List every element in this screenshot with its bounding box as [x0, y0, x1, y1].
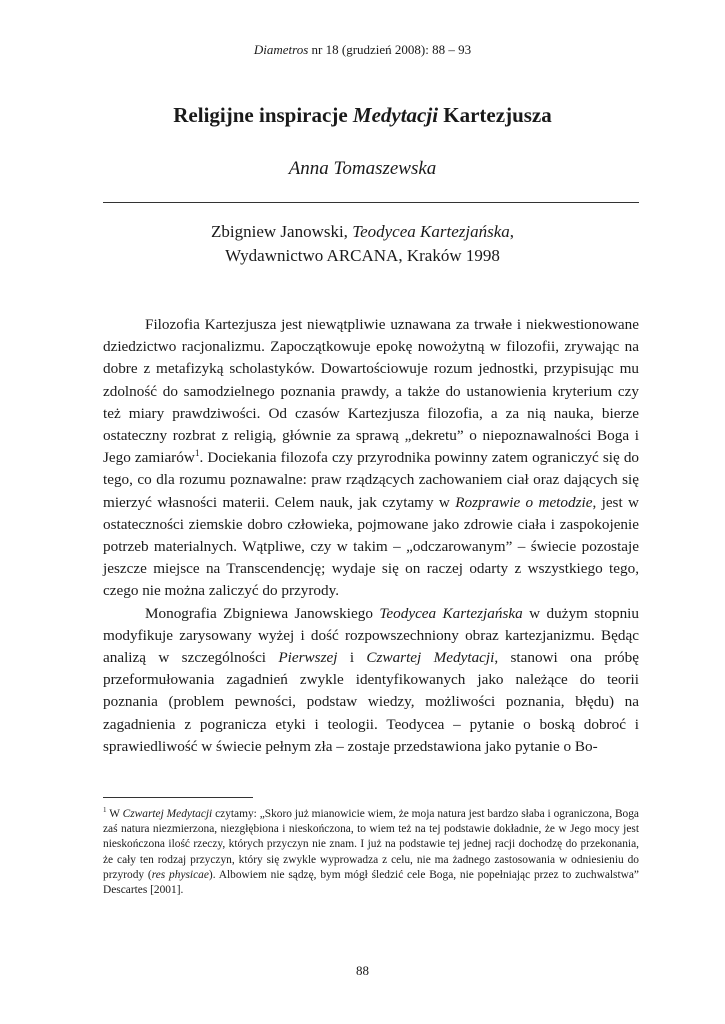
italic-title: Rozprawie o metodzie	[455, 493, 593, 511]
book-author: Zbigniew Janowski,	[211, 222, 353, 241]
italic-title: Teodycea Kartezjańska	[379, 604, 523, 622]
italic-title: Czwartej Medytacji	[366, 649, 495, 667]
book-publisher: Wydawnictwo ARCANA, Kraków 1998	[225, 246, 500, 265]
reviewed-book	[0, 220, 725, 268]
title-part: Religijne inspiracje	[173, 103, 353, 127]
book-title: Teodycea Kartezjańska	[352, 222, 510, 241]
text-run: czytamy: „Skoro już mianowicie wiem, że moja natura jest bardzo słaba i ograniczona, Boga zaś natura niezmierzona, niezgłębiona i nieskończona, to wiem też na tej podstawie dokładnie, że w Jego mocy jest nieskończona ilość rzeczy, których przyczyn nie znam. I już na podstawie tej jednej racji dochodzę do przekonania, że cały ten rodzaj przyczyn, który się zwykle wyprowadza z celu, nie ma żadnego zastosowania w odniesieniu do przyrody (	[103, 808, 639, 881]
italic-title: Pierwszej	[278, 649, 338, 667]
book-punct: ,	[509, 222, 514, 241]
running-head	[0, 42, 725, 58]
text-run: W	[106, 808, 123, 820]
title-part: Kartezjusza	[438, 103, 552, 127]
footnote-1	[103, 807, 639, 898]
article-author: Anna Tomaszewska	[288, 158, 437, 179]
article-title	[0, 103, 725, 128]
text-run: Monografia Zbigniewa Janowskiego	[145, 604, 380, 622]
body-text	[103, 314, 639, 758]
text-run: ). Albowiem nie sądzę, bym mógł śledzić cele Boga, nie popełniając przez to zuchwalstwa” Descartes [2001].	[103, 868, 639, 897]
paragraph-2	[103, 603, 639, 758]
text-run: . Dociekania filozofa czy przyrodnika powinny zatem ograniczyć się do tego, co dla rozumu poznawalne: praw rządzących zachowaniem ciał oraz dających się mierzyć własności materii. Celem nauk, jak czytamy w	[103, 449, 640, 511]
title-italic: Medytacji	[352, 103, 439, 127]
text-run: , jest w ostateczności ziemskie dobro człowieka, pojmowane jako zdrowie ciała i zaspokojenie potrzeb materialnych. Wątpliwe, czy w takim – „odczarowanym” – świecie pozostaje jeszcze miejsce na Transcendencję; wydaje się on raczej odarty z wszystkiego tego, czego nie można zaliczyć do przyrody.	[103, 493, 639, 600]
journal-name: Diametros	[253, 42, 309, 57]
footnote-reference: 1	[194, 449, 200, 460]
footnote-mark: 1	[103, 806, 107, 815]
page-number: 88	[356, 963, 369, 978]
header-divider	[103, 202, 639, 203]
text-run: , stanowi ona próbę przeformułowania zagadnień zwykle identyfikowanych jako należące do teorii poznania (problem pewności, podstaw wiedzy, możliwości poznania, błędu) na zagadnienia z pogranicza etyki i teologii. Teodycea – pytanie o boską dobroć i sprawiedliwość w świecie pełnym zła – zostaje przedstawiona jako pytanie o Bo-	[103, 649, 639, 755]
italic-title: Czwartej Medytacji	[122, 808, 213, 820]
footnote-divider	[103, 797, 253, 798]
text-run: w dużym stopniu modyfikuje zarysowany wyżej i dość rozpowszechniony obraz kartezjanizmu. Będąc analizą w szczególności	[103, 604, 639, 667]
issue-info: nr 18 (grudzień 2008): 88 – 93	[308, 42, 472, 57]
book-line-1	[0, 220, 725, 244]
text-run: Filozofia Kartezjusza jest niewątpliwie uznawana za trwałe i niekwestionowane dziedzictwo racjonalizmu. Zapoczątkowuje epokę nowożytną w filozofii, zrywając na dobre z metafizyką scholastyków. Dowartościowuje rozum jednostki, przypisując mu zdolność do samodzielnego poznania prawdy, a także do ustanowienia kryterium czy też miary prawdziwości. Od czasów Kartezjusza filozofia, a za nią nauka, bierze ostateczny rozbrat z religią, głównie za sprawą „dekretu” o niepoznawalności Boga i Jego zamiarów	[103, 316, 639, 467]
italic-term: res physicae	[151, 868, 209, 881]
text-run: i	[337, 649, 367, 667]
paragraph-1	[103, 314, 639, 603]
